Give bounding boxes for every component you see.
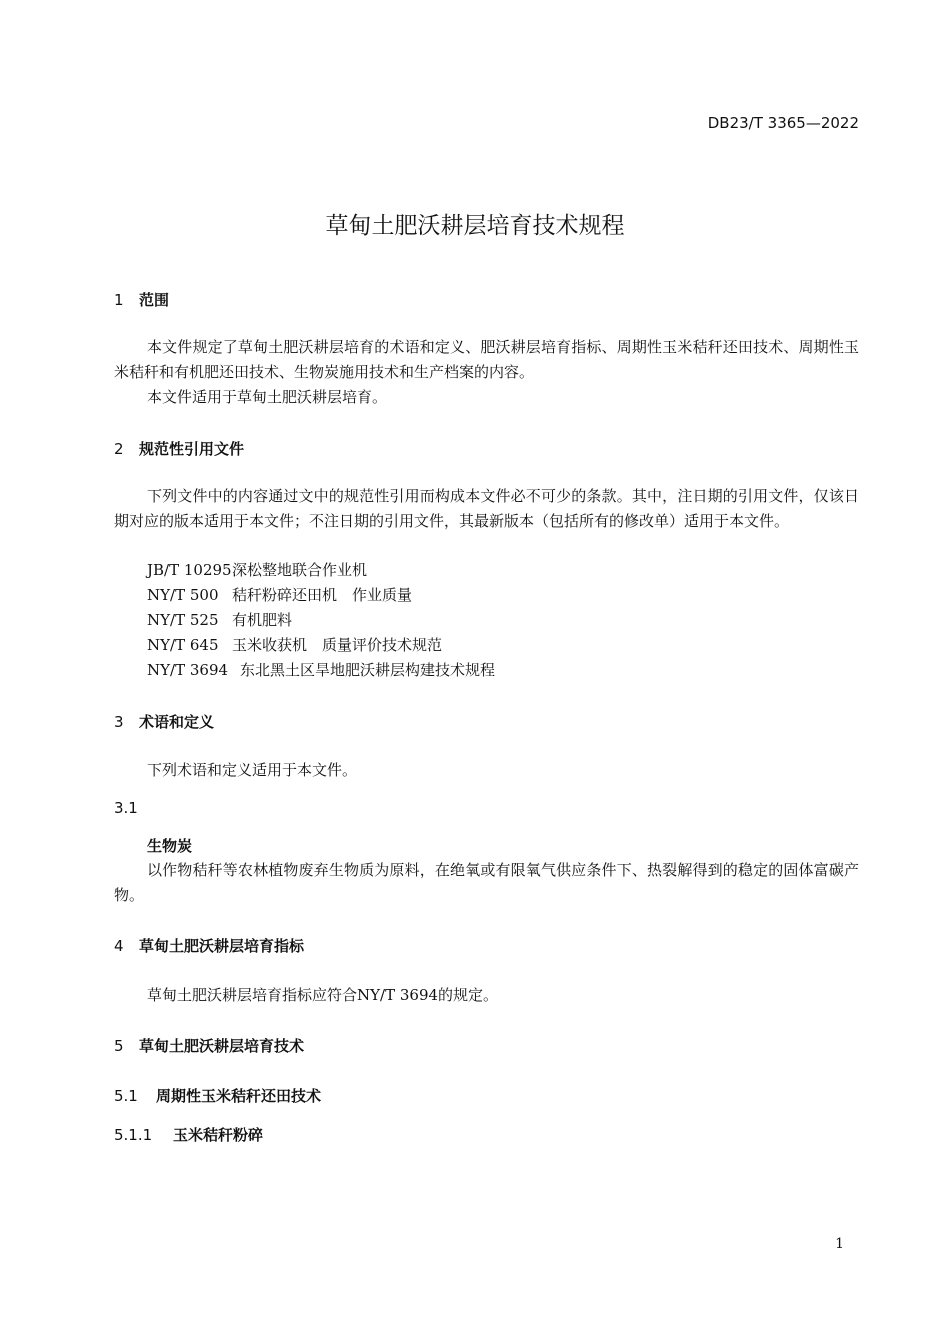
section-4-heading xyxy=(114,935,304,956)
section-1-heading xyxy=(114,289,169,310)
reference-code: NY/T 525 xyxy=(147,611,219,629)
section-5-heading xyxy=(114,1035,304,1056)
reference-item xyxy=(147,659,495,680)
section-title: 范围 xyxy=(139,291,170,309)
subsection-5-1-1-heading xyxy=(114,1124,263,1145)
page-number: 1 xyxy=(835,1236,844,1252)
reference-item xyxy=(147,609,292,630)
reference-name: 秸秆粉碎还田机 作业质量 xyxy=(232,586,413,604)
subsection-title: 玉米秸秆粉碎 xyxy=(173,1126,264,1144)
reference-name: 有机肥料 xyxy=(232,611,293,629)
section-number: 2 xyxy=(114,440,124,458)
term-definition: 以作物秸秆等农林植物废弃生物质为原料，在绝氧或有限氧气供应条件下、热裂解得到的稳定的固体富碳产物。 xyxy=(114,861,859,904)
reference-item xyxy=(147,559,367,580)
section-number: 1 xyxy=(114,291,124,309)
term-name: 生物炭 xyxy=(147,837,193,855)
reference-item xyxy=(147,634,442,655)
term-number: 3.1 xyxy=(114,799,138,817)
section-number: 3 xyxy=(114,713,124,731)
section-number: 5 xyxy=(114,1037,124,1055)
reference-name: 深松整地联合作业机 xyxy=(232,561,368,579)
reference-name: 东北黑土区旱地肥沃耕层构建技术规程 xyxy=(240,661,496,679)
indicator-paragraph: 草甸土肥沃耕层培育指标应符合NY/T 3694的规定。 xyxy=(147,986,499,1004)
section-3-heading xyxy=(114,711,214,732)
reference-code: NY/T 3694 xyxy=(147,661,229,679)
reference-code: NY/T 500 xyxy=(147,586,219,604)
document-title: 草甸土肥沃耕层培育技术规程 xyxy=(325,213,625,239)
reference-name: 玉米收获机 质量评价技术规范 xyxy=(232,636,443,654)
subsection-number: 5.1 xyxy=(114,1087,138,1105)
section-title: 草甸土肥沃耕层培育指标 xyxy=(139,937,305,955)
subsection-number: 5.1.1 xyxy=(114,1126,153,1144)
section-title: 规范性引用文件 xyxy=(139,440,245,458)
normative-references-paragraph: 下列文件中的内容通过文中的规范性引用而构成本文件必不可少的条款。其中，注日期的引用文件，仅该日期对应的版本适用于本文件；不注日期的引用文件，其最新版本（包括所有的修改单）适用于本文件。 xyxy=(114,487,859,530)
reference-item xyxy=(147,584,412,605)
section-title: 草甸土肥沃耕层培育技术 xyxy=(139,1037,305,1055)
reference-code: NY/T 645 xyxy=(147,636,219,654)
scope-paragraph: 本文件规定了草甸土肥沃耕层培育的术语和定义、肥沃耕层培育指标、周期性玉米秸秆还田技术、周期性玉米秸秆和有机肥还田技术、生物炭施用技术和生产档案的内容。 xyxy=(114,338,859,381)
terms-intro: 下列术语和定义适用于本文件。 xyxy=(147,761,358,779)
scope-applicability: 本文件适用于草甸土肥沃耕层培育。 xyxy=(147,388,388,406)
subsection-5-1-heading xyxy=(114,1085,321,1106)
section-title: 术语和定义 xyxy=(139,713,215,731)
section-number: 4 xyxy=(114,937,124,955)
document-number: DB23/T 3365—2022 xyxy=(707,114,859,132)
subsection-title: 周期性玉米秸秆还田技术 xyxy=(156,1087,322,1105)
reference-code: JB/T 10295 xyxy=(147,561,232,579)
section-2-heading xyxy=(114,438,244,459)
